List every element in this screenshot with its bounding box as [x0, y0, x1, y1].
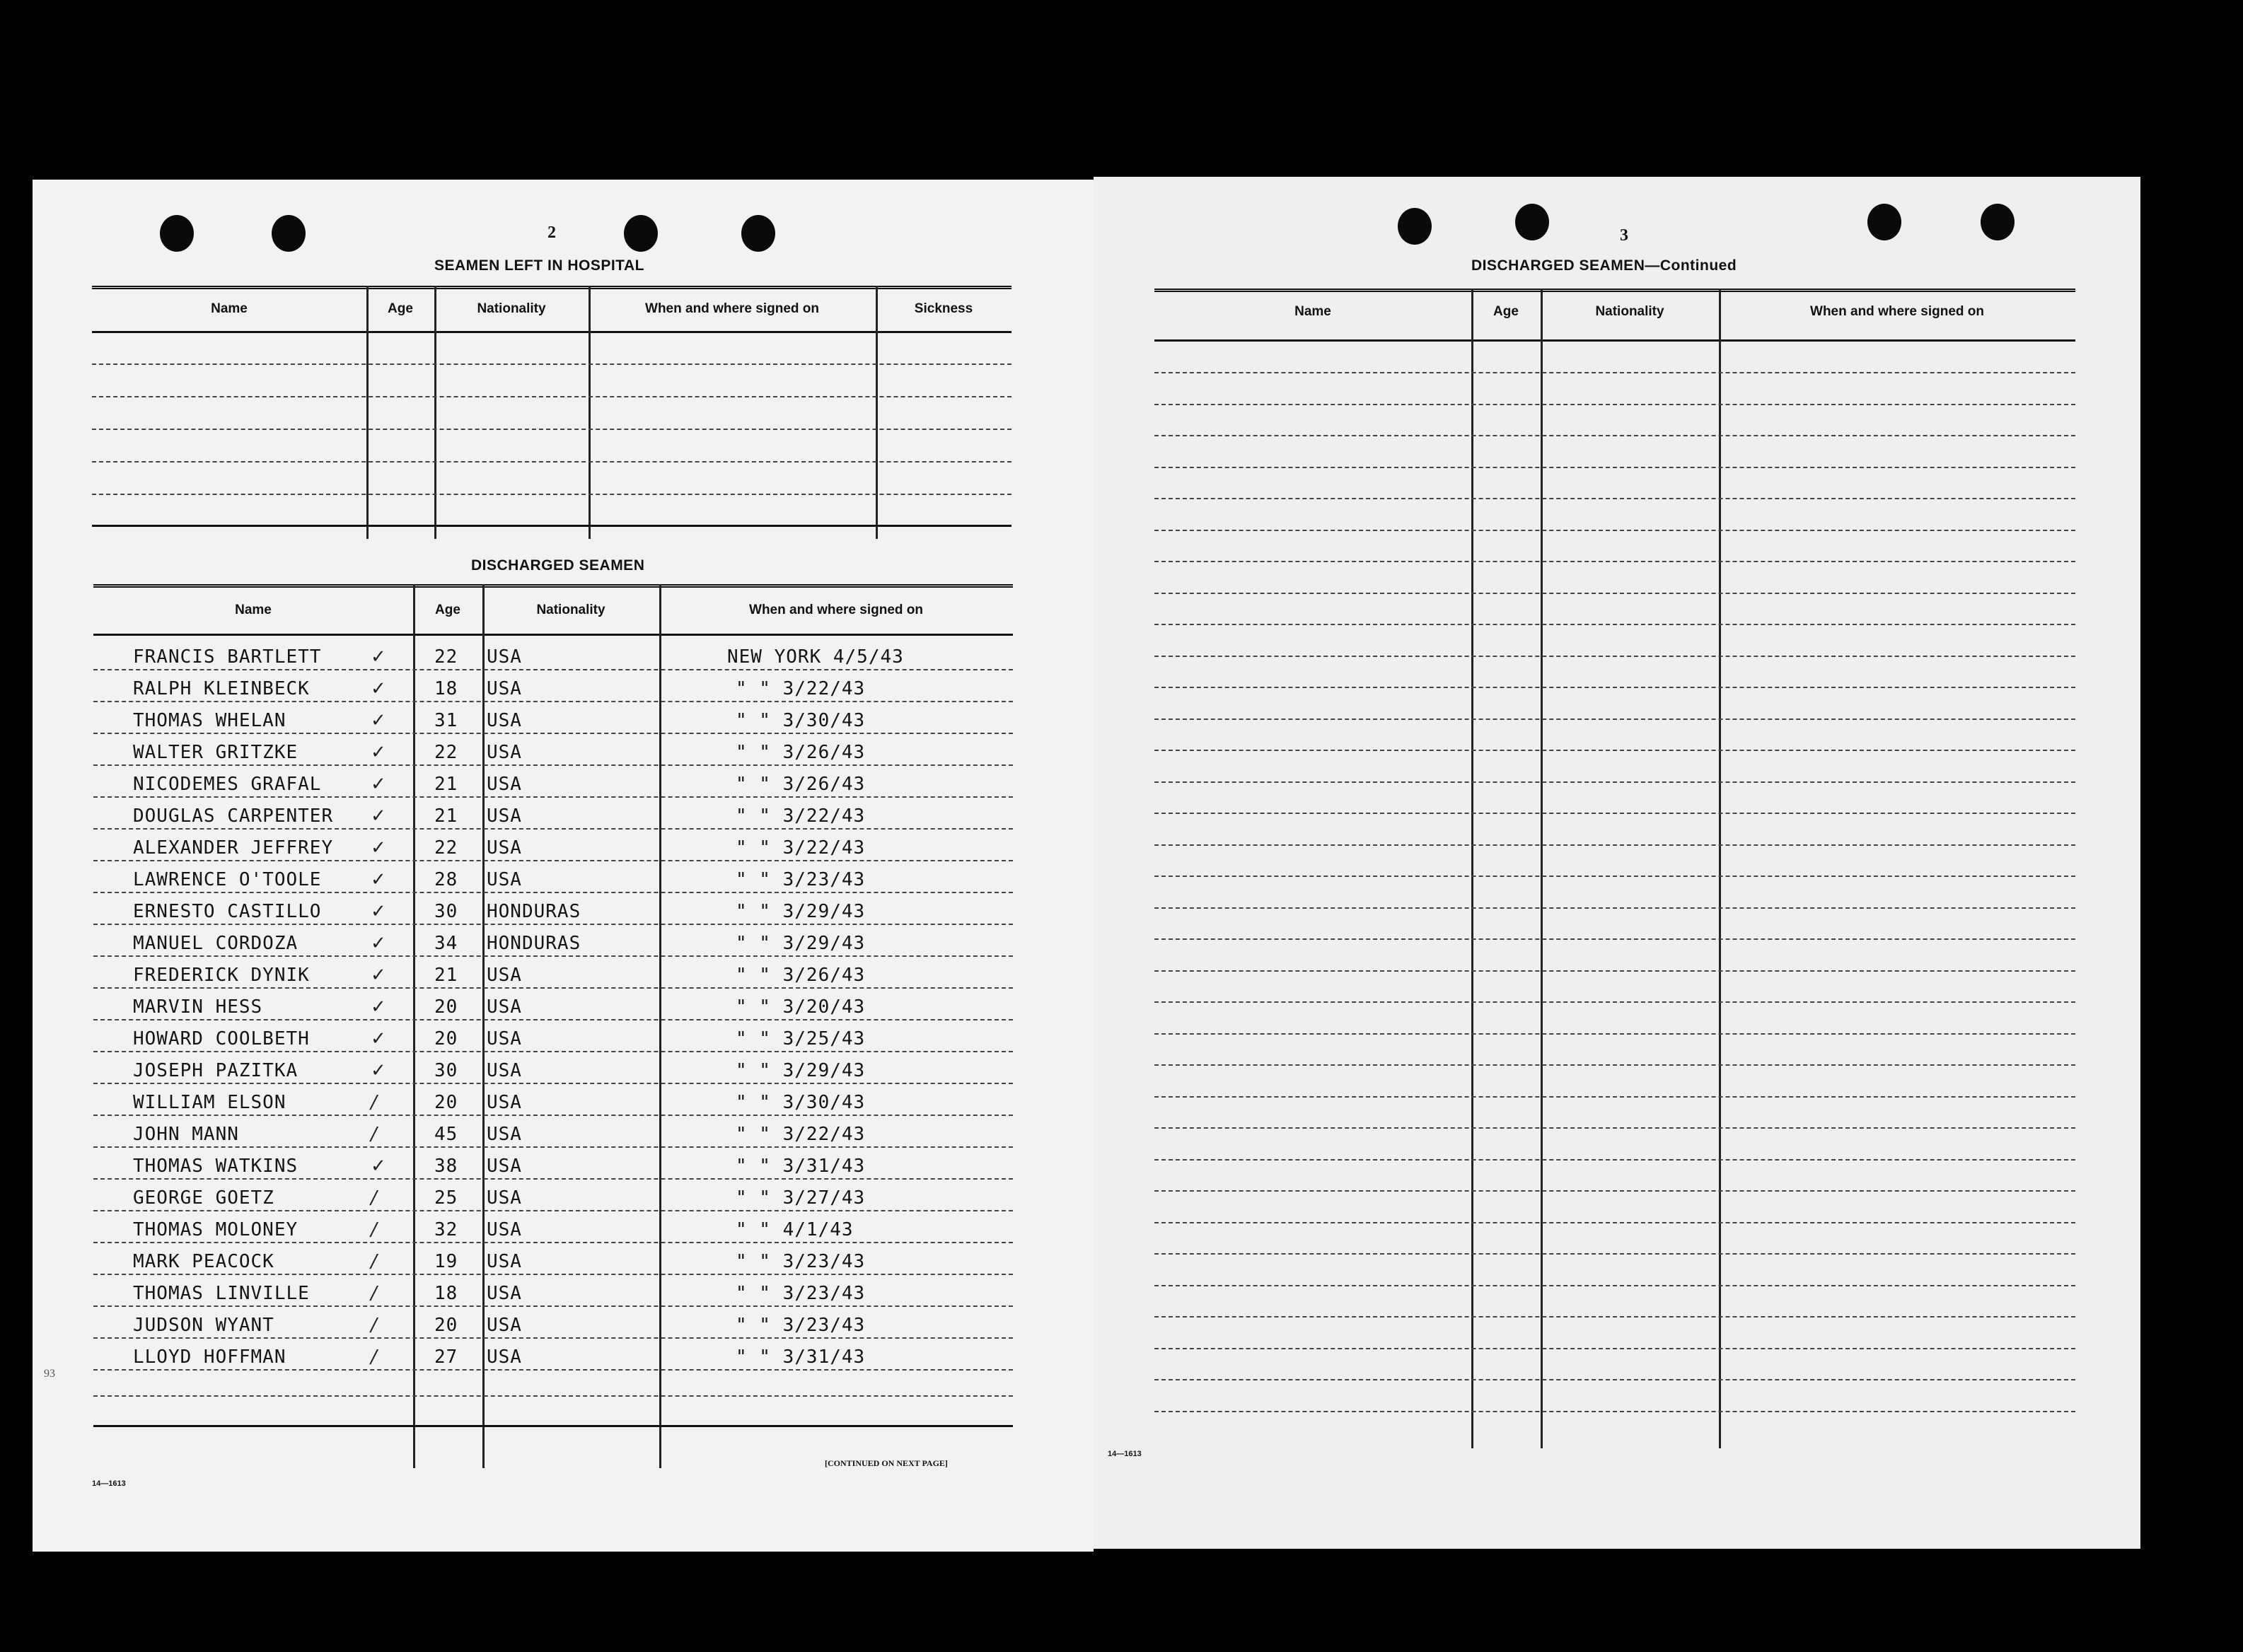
cell-name: ERNESTO CASTILLO — [133, 901, 322, 922]
row-rule — [1154, 1064, 2075, 1066]
column-divider — [1471, 289, 1473, 1448]
row-rule — [93, 860, 1013, 861]
check-mark: / — [371, 1315, 377, 1336]
check-mark: ✓ — [371, 869, 386, 890]
row-rule — [93, 1242, 1013, 1243]
cell-signed-on: " " 3/25/43 — [736, 1028, 866, 1049]
cell-signed-on: " " 3/23/43 — [736, 869, 866, 890]
punch-hole — [624, 215, 658, 252]
cell-nationality: USA — [487, 1092, 522, 1113]
cell-age: 34 — [434, 933, 458, 954]
cell-nationality: HONDURAS — [487, 933, 581, 954]
header-signed-on: When and where signed on — [645, 301, 819, 316]
cell-age: 20 — [434, 996, 458, 1018]
check-mark: ✓ — [371, 1060, 386, 1081]
row-rule — [93, 1051, 1013, 1052]
cell-name: THOMAS WATKINS — [133, 1156, 299, 1177]
check-mark: ✓ — [371, 710, 386, 731]
cell-age: 22 — [434, 646, 458, 668]
cell-nationality: USA — [487, 646, 522, 668]
row-rule — [1154, 687, 2075, 688]
cell-nationality: USA — [487, 1124, 522, 1145]
cell-signed-on: " " 4/1/43 — [736, 1219, 854, 1240]
row-rule — [93, 1146, 1013, 1148]
punch-hole — [1867, 204, 1901, 240]
check-mark: / — [371, 1187, 377, 1209]
cell-age: 20 — [434, 1028, 458, 1049]
cell-name: JOHN MANN — [133, 1124, 239, 1145]
cell-name: WILLIAM ELSON — [133, 1092, 286, 1113]
cell-signed-on: " " 3/26/43 — [736, 965, 866, 986]
cell-age: 25 — [434, 1187, 458, 1209]
cell-nationality: USA — [487, 678, 522, 699]
cell-nationality: USA — [487, 742, 522, 763]
cell-nationality: USA — [487, 1219, 522, 1240]
cell-nationality: USA — [487, 965, 522, 986]
cell-signed-on: " " 3/26/43 — [736, 774, 866, 795]
cell-age: 20 — [434, 1315, 458, 1336]
page-number: 2 — [547, 223, 556, 242]
row-rule — [93, 1395, 1013, 1397]
title-main: DISCHARGED SEAMEN — [1471, 257, 1645, 274]
cell-nationality: USA — [487, 1346, 522, 1368]
check-mark: / — [371, 1124, 377, 1145]
check-mark: ✓ — [371, 678, 386, 699]
continued-table — [1154, 289, 2075, 1448]
row-rule — [1154, 1096, 2075, 1098]
cell-name: NICODEMES GRAFAL — [133, 774, 322, 795]
cell-name: JUDSON WYANT — [133, 1315, 274, 1336]
cell-nationality: USA — [487, 1315, 522, 1336]
header-name: Name — [235, 603, 272, 617]
column-divider — [876, 286, 878, 539]
cell-signed-on: NEW YORK 4/5/43 — [727, 646, 904, 668]
table-rule — [93, 584, 1013, 588]
left-page — [33, 180, 1094, 1552]
column-divider — [1541, 289, 1543, 1448]
row-rule — [1154, 813, 2075, 814]
row-rule — [1154, 435, 2075, 436]
punch-hole — [1398, 208, 1432, 245]
row-rule — [1154, 970, 2075, 972]
cell-age: 27 — [434, 1346, 458, 1368]
cell-signed-on: " " 3/22/43 — [736, 1124, 866, 1145]
row-rule — [1154, 467, 2075, 468]
column-divider — [413, 584, 415, 1468]
row-rule — [93, 1210, 1013, 1211]
row-rule — [93, 1369, 1013, 1371]
cell-age: 38 — [434, 1156, 458, 1177]
header-sickness: Sickness — [914, 301, 973, 316]
cell-name: LLOYD HOFFMAN — [133, 1346, 286, 1368]
header-age: Age — [388, 301, 413, 316]
cell-nationality: USA — [487, 1156, 522, 1177]
header-signed-on: When and where signed on — [1810, 304, 1984, 319]
cell-signed-on: " " 3/22/43 — [736, 837, 866, 859]
cell-signed-on: " " 3/23/43 — [736, 1315, 866, 1336]
cell-signed-on: " " 3/31/43 — [736, 1346, 866, 1368]
cell-signed-on: " " 3/23/43 — [736, 1283, 866, 1304]
row-rule — [1154, 844, 2075, 846]
row-rule — [92, 461, 1012, 463]
row-rule — [93, 701, 1013, 702]
cell-age: 22 — [434, 837, 458, 859]
row-rule — [1154, 750, 2075, 751]
column-divider — [366, 286, 369, 539]
cell-nationality: USA — [487, 774, 522, 795]
header-nationality: Nationality — [536, 603, 605, 617]
row-rule — [1154, 1033, 2075, 1035]
row-rule — [1154, 561, 2075, 562]
cell-signed-on: " " 3/29/43 — [736, 901, 866, 922]
cell-nationality: USA — [487, 1283, 522, 1304]
margin-mark: 93 — [44, 1368, 55, 1380]
row-rule — [93, 1115, 1013, 1116]
check-mark: ✓ — [371, 646, 386, 668]
cell-nationality: USA — [487, 710, 522, 731]
hospital-table — [92, 286, 1012, 539]
row-rule — [1154, 1285, 2075, 1286]
header-name: Name — [1294, 304, 1331, 319]
cell-signed-on: " " 3/27/43 — [736, 1187, 866, 1209]
row-rule — [1154, 1159, 2075, 1161]
row-rule — [93, 924, 1013, 925]
row-rule — [1154, 1190, 2075, 1192]
cell-nationality: USA — [487, 869, 522, 890]
cell-age: 28 — [434, 869, 458, 890]
cell-age: 21 — [434, 805, 458, 827]
cell-signed-on: " " 3/23/43 — [736, 1251, 866, 1272]
row-rule — [92, 396, 1012, 397]
header-nationality: Nationality — [1595, 304, 1664, 319]
row-rule — [92, 494, 1012, 495]
cell-age: 21 — [434, 965, 458, 986]
cell-nationality: USA — [487, 996, 522, 1018]
cell-signed-on: " " 3/29/43 — [736, 1060, 866, 1081]
check-mark: ✓ — [371, 901, 386, 922]
check-mark: ✓ — [371, 965, 386, 986]
cell-age: 30 — [434, 901, 458, 922]
cell-name: FRANCIS BARTLETT — [133, 646, 322, 668]
check-mark: ✓ — [371, 933, 386, 954]
column-divider — [659, 584, 661, 1468]
cell-name: ALEXANDER JEFFREY — [133, 837, 334, 859]
row-rule — [1154, 404, 2075, 405]
cell-signed-on: " " 3/20/43 — [736, 996, 866, 1018]
cell-name: LAWRENCE O'TOOLE — [133, 869, 322, 890]
punch-hole — [272, 215, 306, 252]
cell-age: 32 — [434, 1219, 458, 1240]
cell-name: HOWARD COOLBETH — [133, 1028, 310, 1049]
cell-signed-on: " " 3/26/43 — [736, 742, 866, 763]
cell-name: THOMAS WHELAN — [133, 710, 286, 731]
discharged-section-title: DISCHARGED SEAMEN — [471, 557, 645, 574]
row-rule — [1154, 907, 2075, 909]
check-mark: ✓ — [371, 1156, 386, 1177]
check-mark: ✓ — [371, 805, 386, 827]
cell-name: FREDERICK DYNIK — [133, 965, 310, 986]
row-rule — [93, 1425, 1013, 1427]
cell-age: 45 — [434, 1124, 458, 1145]
row-rule — [1154, 1348, 2075, 1349]
table-rule — [93, 634, 1013, 636]
column-divider — [434, 286, 436, 539]
row-rule — [1154, 1001, 2075, 1003]
cell-signed-on: " " 3/22/43 — [736, 678, 866, 699]
punch-hole — [741, 215, 775, 252]
row-rule — [1154, 1222, 2075, 1223]
cell-name: JOSEPH PAZITKA — [133, 1060, 299, 1081]
table-rule — [1154, 339, 2075, 342]
table-rule — [92, 331, 1012, 333]
check-mark: / — [371, 1283, 377, 1304]
row-rule — [92, 363, 1012, 365]
hospital-section-title: SEAMEN LEFT IN HOSPITAL — [434, 257, 644, 274]
row-rule — [93, 733, 1013, 734]
cell-nationality: USA — [487, 1251, 522, 1272]
row-rule — [1154, 781, 2075, 783]
cell-age: 31 — [434, 710, 458, 731]
cell-age: 21 — [434, 774, 458, 795]
cell-name: DOUGLAS CARPENTER — [133, 805, 334, 827]
check-mark: / — [371, 1219, 377, 1240]
row-rule — [92, 429, 1012, 430]
header-nationality: Nationality — [477, 301, 546, 316]
row-rule — [93, 1178, 1013, 1180]
cell-nationality: USA — [487, 805, 522, 827]
punch-hole — [1515, 204, 1549, 240]
title-suffix: —Continued — [1645, 257, 1737, 274]
row-rule — [1154, 1411, 2075, 1412]
header-signed-on: When and where signed on — [749, 603, 923, 617]
cell-nationality: USA — [487, 1060, 522, 1081]
check-mark: ✓ — [371, 1028, 386, 1049]
check-mark: ✓ — [371, 996, 386, 1018]
row-rule — [93, 1337, 1013, 1339]
row-rule — [93, 764, 1013, 766]
cell-signed-on: " " 3/30/43 — [736, 710, 866, 731]
cell-signed-on: " " 3/30/43 — [736, 1092, 866, 1113]
row-rule — [1154, 876, 2075, 877]
row-rule — [1154, 372, 2075, 373]
cell-age: 30 — [434, 1060, 458, 1081]
row-rule — [1154, 624, 2075, 625]
table-rule — [1154, 289, 2075, 292]
row-rule — [93, 669, 1013, 670]
cell-nationality: USA — [487, 837, 522, 859]
cell-age: 19 — [434, 1251, 458, 1272]
right-page — [1094, 177, 2140, 1549]
cell-name: RALPH KLEINBECK — [133, 678, 310, 699]
column-divider — [1719, 289, 1721, 1448]
form-code: 14—1613 — [1108, 1450, 1142, 1458]
cell-name: MANUEL CORDOZA — [133, 933, 299, 954]
row-rule — [1154, 1253, 2075, 1255]
cell-age: 18 — [434, 1283, 458, 1304]
continued-note: [CONTINUED ON NEXT PAGE] — [825, 1458, 948, 1468]
cell-name: THOMAS LINVILLE — [133, 1283, 310, 1304]
cell-nationality: HONDURAS — [487, 901, 581, 922]
cell-name: THOMAS MOLONEY — [133, 1219, 299, 1240]
row-rule — [1154, 938, 2075, 940]
row-rule — [93, 987, 1013, 989]
row-rule — [93, 796, 1013, 798]
cell-name: GEORGE GOETZ — [133, 1187, 274, 1209]
row-rule — [93, 1274, 1013, 1275]
discharged-table — [93, 584, 1013, 1468]
cell-name: MARK PEACOCK — [133, 1251, 274, 1272]
row-rule — [93, 1019, 1013, 1020]
punch-hole — [1981, 204, 2015, 240]
cell-name: WALTER GRITZKE — [133, 742, 299, 763]
section-title — [1471, 257, 1737, 274]
cell-nationality: USA — [487, 1028, 522, 1049]
check-mark: / — [371, 1251, 377, 1272]
row-rule — [93, 828, 1013, 830]
row-rule — [93, 1083, 1013, 1084]
page-number: 3 — [1620, 226, 1628, 245]
row-rule — [1154, 1127, 2075, 1129]
header-age: Age — [435, 603, 460, 617]
row-rule — [1154, 593, 2075, 594]
form-code: 14—1613 — [92, 1479, 126, 1488]
row-rule — [1154, 498, 2075, 499]
column-divider — [482, 584, 485, 1468]
cell-age: 18 — [434, 678, 458, 699]
cell-signed-on: " " 3/22/43 — [736, 805, 866, 827]
cell-name: MARVIN HESS — [133, 996, 263, 1018]
cell-age: 20 — [434, 1092, 458, 1113]
check-mark: ✓ — [371, 837, 386, 859]
cell-signed-on: " " 3/29/43 — [736, 933, 866, 954]
header-name: Name — [211, 301, 248, 316]
check-mark: / — [371, 1346, 377, 1368]
table-rule — [92, 286, 1012, 289]
check-mark: ✓ — [371, 742, 386, 763]
column-divider — [589, 286, 591, 539]
row-rule — [93, 892, 1013, 893]
row-rule — [93, 1305, 1013, 1307]
punch-hole — [160, 215, 194, 252]
cell-signed-on: " " 3/31/43 — [736, 1156, 866, 1177]
check-mark: / — [371, 1092, 377, 1113]
row-rule — [1154, 656, 2075, 657]
row-rule — [1154, 719, 2075, 720]
row-rule — [1154, 1316, 2075, 1317]
row-rule — [1154, 530, 2075, 531]
cell-age: 22 — [434, 742, 458, 763]
header-age: Age — [1493, 304, 1519, 319]
table-rule — [92, 525, 1012, 527]
row-rule — [1154, 1379, 2075, 1380]
row-rule — [93, 955, 1013, 957]
check-mark: ✓ — [371, 774, 386, 795]
cell-nationality: USA — [487, 1187, 522, 1209]
